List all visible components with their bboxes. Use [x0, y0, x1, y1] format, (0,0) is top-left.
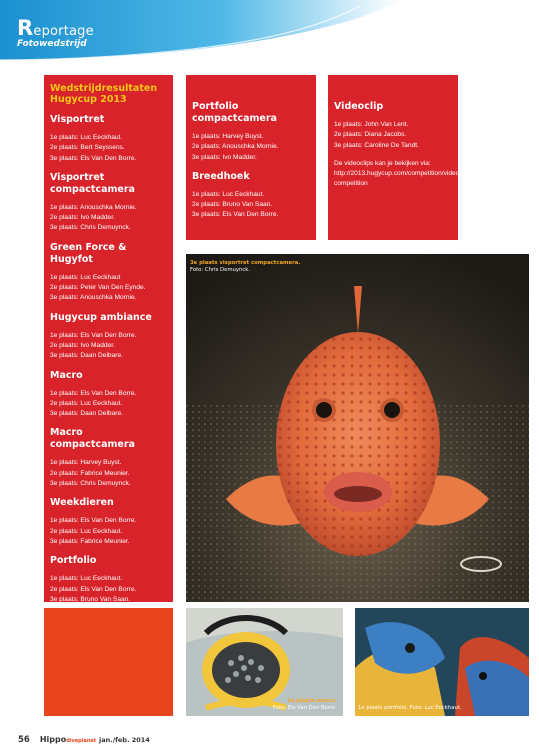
- category-title: Visportret compactcamera: [50, 171, 135, 195]
- photo-portfolio: [355, 608, 529, 716]
- place-line: 3e plaats: Els Van Den Borre.: [50, 154, 137, 162]
- category-title: Green Force & Hugyfot: [50, 241, 127, 265]
- section-title: [17, 16, 94, 40]
- angelfish-image: [355, 608, 529, 716]
- place-line: 1e plaats: Harvey Buyst.: [50, 459, 122, 467]
- place-line: 3e plaats: Caroline De Tandt.: [334, 141, 419, 149]
- magazine-name: Hippo: [39, 735, 67, 744]
- place-line: 2e plaats: Anouschka Mornie.: [192, 143, 279, 151]
- category-title: Videoclip: [334, 101, 384, 112]
- place-line: 1e plaats: Anouschka Mornie.: [50, 203, 137, 211]
- left-category-list: [50, 114, 167, 605]
- place-line: 2e plaats: Luc Eeckhaut.: [50, 527, 123, 535]
- category-title: Weekdieren: [50, 497, 114, 509]
- place-line: 1e plaats: John Van Lent.: [334, 121, 409, 128]
- category-block: [50, 312, 167, 362]
- place-line: 3e plaats: Anouschka Mornie.: [50, 294, 137, 302]
- category-block: [192, 101, 310, 163]
- caption-main-credit: Foto: Chris Demuynck.: [190, 267, 251, 273]
- middle-category-list: [192, 101, 310, 221]
- category-videoclip: [334, 101, 472, 190]
- section-subtitle: Fotowedstrijd: [17, 39, 87, 49]
- caption-macro-title: 1e plaats macro.: [287, 698, 337, 704]
- page-number: 56: [18, 735, 30, 745]
- category-block: [50, 114, 167, 164]
- place-line: 3e plaats: Chris Demuynck.: [50, 480, 131, 488]
- photo-visportret: [186, 254, 529, 602]
- magazine-logo: [40, 735, 150, 744]
- results-title: Wedstrijdresultaten Hugycup 2013: [50, 83, 158, 105]
- place-line: 3e plaats: Bruno Van Saan.: [50, 595, 131, 603]
- place-line: 2e plaats: Els Van Den Borre.: [50, 585, 137, 593]
- category-title: Breedhoek: [192, 170, 250, 182]
- place-line: 2e plaats: Fabrice Meunier.: [50, 469, 130, 477]
- section-title-rest: eportage: [33, 24, 94, 39]
- caption-portfolio: 1e plaats portfolio. Foto: Luc Eeckhaut.: [358, 705, 462, 711]
- results-panel-right: [328, 75, 472, 240]
- category-block: [50, 172, 167, 234]
- place-line: 2e plaats: Luc Eeckhaut.: [50, 399, 123, 407]
- issue-date: jan./feb. 2014: [98, 736, 150, 744]
- place-line: 2e plaats: Diana Jacobs.: [334, 131, 407, 139]
- place-line: 3e plaats: Chris Demuynck.: [50, 224, 131, 232]
- place-line: 1e plaats: Luc Eeckhaut.: [50, 134, 123, 141]
- category-title: Portfolio: [50, 555, 97, 567]
- category-title: Visportret: [50, 114, 105, 125]
- header-banner: [0, 0, 539, 70]
- place-line: 2e plaats: Bert Seyssens.: [50, 144, 125, 152]
- category-title: Macro: [50, 369, 83, 381]
- place-line: 1e plaats: Luc Eeckhaut.: [192, 190, 265, 198]
- category-title: Hugycup ambiance: [50, 311, 152, 323]
- place-line: 1e plaats: Els Van Den Borre.: [50, 389, 137, 397]
- caption-macro: [273, 698, 337, 712]
- place-line: 2e plaats: Peter Van Den Eynde.: [50, 284, 146, 292]
- results-panel-middle: [186, 75, 316, 240]
- place-line: 1e plaats: Luc Eeckhaut: [50, 273, 121, 281]
- place-line: 3e plaats: Daan Delbare.: [50, 410, 123, 418]
- grouper-fish-image: [186, 254, 529, 602]
- place-line: 1e plaats: Els Van Den Borre.: [50, 331, 137, 339]
- place-line: 1e plaats: Luc Eeckhaut.: [50, 575, 123, 583]
- decorative-orange-block: [44, 608, 173, 716]
- category-block: [192, 171, 310, 221]
- place-line: 3e plaats: Fabrice Meunier.: [50, 537, 130, 545]
- category-block: [50, 427, 167, 489]
- place-line: 2e plaats: Bruno Van Saan.: [192, 201, 273, 209]
- category-title: Macro compactcamera: [50, 427, 135, 451]
- caption-macro-credit: Foto: Els Van Den Borre.: [273, 705, 337, 711]
- place-line: 3e plaats: Ivo Madder.: [192, 153, 257, 161]
- results-panel-left: [44, 75, 173, 602]
- page-footer: [18, 735, 150, 745]
- photo-macro: [186, 608, 343, 716]
- category-block: [50, 497, 167, 547]
- caption-main-title: 3e plaats visportret compactcamera.: [190, 260, 301, 266]
- category-block: [50, 555, 167, 605]
- category-block: [50, 370, 167, 420]
- place-line: 2e plaats: Ivo Madder.: [50, 214, 115, 222]
- place-line: 1e plaats: Els Van Den Borre.: [50, 517, 137, 525]
- place-line: 3e plaats: Els Van Den Borre.: [192, 211, 279, 219]
- magazine-accent: diveplanet: [66, 738, 97, 744]
- place-line: 3e plaats: Daan Delbare.: [50, 352, 123, 360]
- category-title: Portfolio compactcamera: [192, 101, 277, 124]
- section-title-cap: R: [17, 16, 34, 40]
- place-line: 1e plaats: Harvey Buyst.: [192, 133, 264, 140]
- videoclip-note: De videoclips kan je bekijken via: http://2013.hugycup.com/competition/videoclip-competition: [334, 159, 472, 188]
- place-line: 2e plaats: Ivo Madder.: [50, 341, 115, 349]
- caption-main: [190, 260, 300, 274]
- category-block: [50, 242, 167, 304]
